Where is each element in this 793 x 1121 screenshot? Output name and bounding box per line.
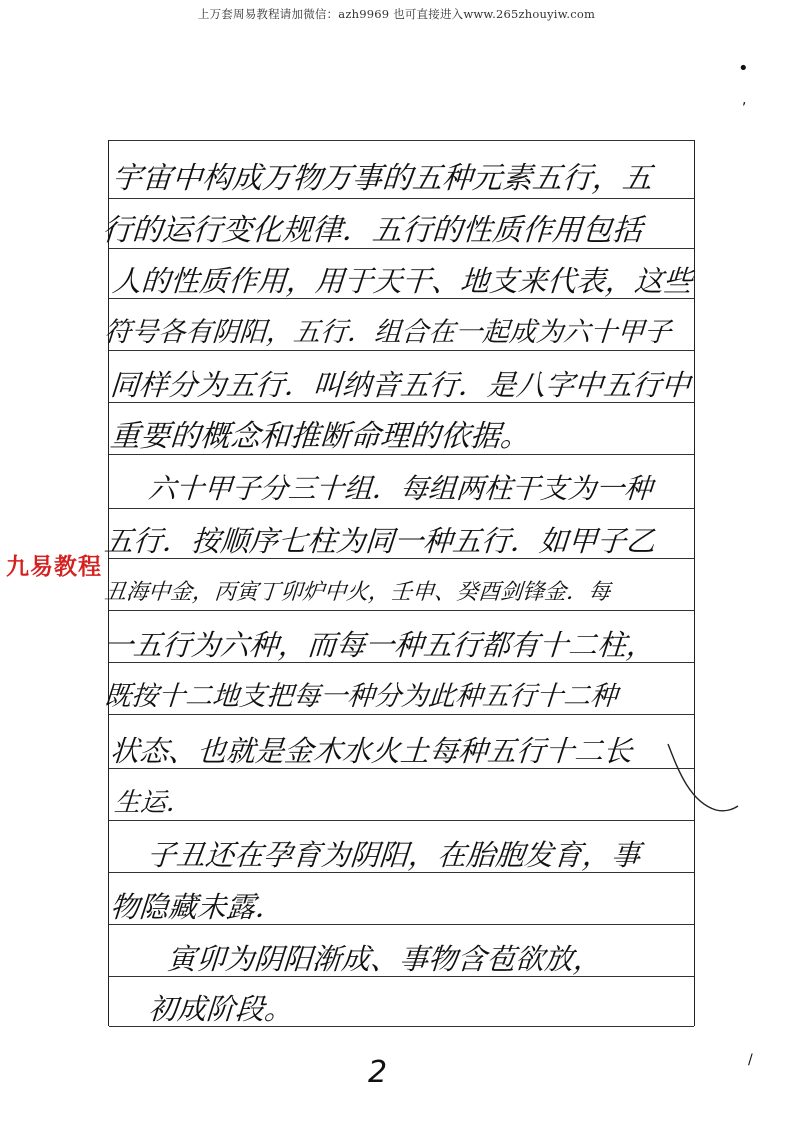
handwritten-line: 状态、也就是金木水火土每种五行十二长 xyxy=(109,734,634,768)
ruled-line xyxy=(109,140,694,141)
handwritten-line: 既按十二地支把每一种分为此种五行十二种 xyxy=(103,681,619,712)
ruled-line xyxy=(109,662,694,663)
ruled-page xyxy=(101,140,695,1026)
handwritten-line: 寅卯为阴阳渐成、事物含苞欲放， xyxy=(137,942,604,976)
ruled-line xyxy=(109,402,694,403)
handwritten-line: 物隐藏未露． xyxy=(109,890,286,924)
ruled-line xyxy=(109,198,694,199)
page-number: 2 xyxy=(368,1055,388,1090)
ruled-line xyxy=(109,768,694,769)
ruled-line xyxy=(109,248,694,249)
handwritten-line: 行的运行变化规律．五行的性质作用包括 xyxy=(101,213,644,248)
ruled-line xyxy=(109,976,694,977)
ruled-line xyxy=(109,350,694,351)
handwritten-line: 同样分为五行．叫纳音五行．是八字中五行中 xyxy=(109,368,692,402)
ruled-line xyxy=(109,714,694,715)
handwritten-line: 生运． xyxy=(113,788,194,818)
ruled-line xyxy=(109,558,694,559)
ink-tick-lower: / xyxy=(748,1052,753,1068)
handwritten-line: 六十甲子分三十组．每组两柱干支为一种 xyxy=(119,472,654,505)
ruled-line xyxy=(109,872,694,873)
handwritten-line: 初成阶段。 xyxy=(147,992,295,1026)
handwritten-line: 子丑还在孕育为阴阳，在胎胞发育，事 xyxy=(117,838,642,872)
handwritten-line: 符号各有阴阳，五行．组合在一起成为六十甲子 xyxy=(103,317,673,348)
handwritten-line: 五行．按顺序七柱为同一种五行．如甲子乙 xyxy=(103,524,657,558)
ruled-line xyxy=(109,298,694,299)
ruled-line xyxy=(109,820,694,821)
handwritten-line: 人的性质作用，用于天干、地支来代表，这些 xyxy=(111,264,694,298)
ink-tick: , xyxy=(742,92,747,108)
ruled-line xyxy=(109,454,694,455)
watermark-logo: 九易教程 xyxy=(6,554,102,580)
ink-dot: • xyxy=(738,58,749,79)
handwritten-line: 重要的概念和推断命理的依据。 xyxy=(109,419,532,454)
handwritten-line: 丑海中金，丙寅丁卯炉中火，壬申、癸酉剑锋金．每 xyxy=(103,580,612,605)
margin-curve-mark xyxy=(660,740,740,820)
ruled-line xyxy=(109,1026,694,1027)
ruled-line xyxy=(109,508,694,509)
ruled-line xyxy=(109,610,694,611)
handwritten-line: 宇宙中构成万物万事的五种元素五行，五 xyxy=(111,161,654,196)
header-note: 上万套周易教程请加微信：azh9969 也可直接进入www.265zhouyiw.com xyxy=(197,7,596,21)
handwritten-line: 一五行为六种，而每一种五行都有十二柱， xyxy=(103,628,657,662)
ruled-line xyxy=(109,924,694,925)
